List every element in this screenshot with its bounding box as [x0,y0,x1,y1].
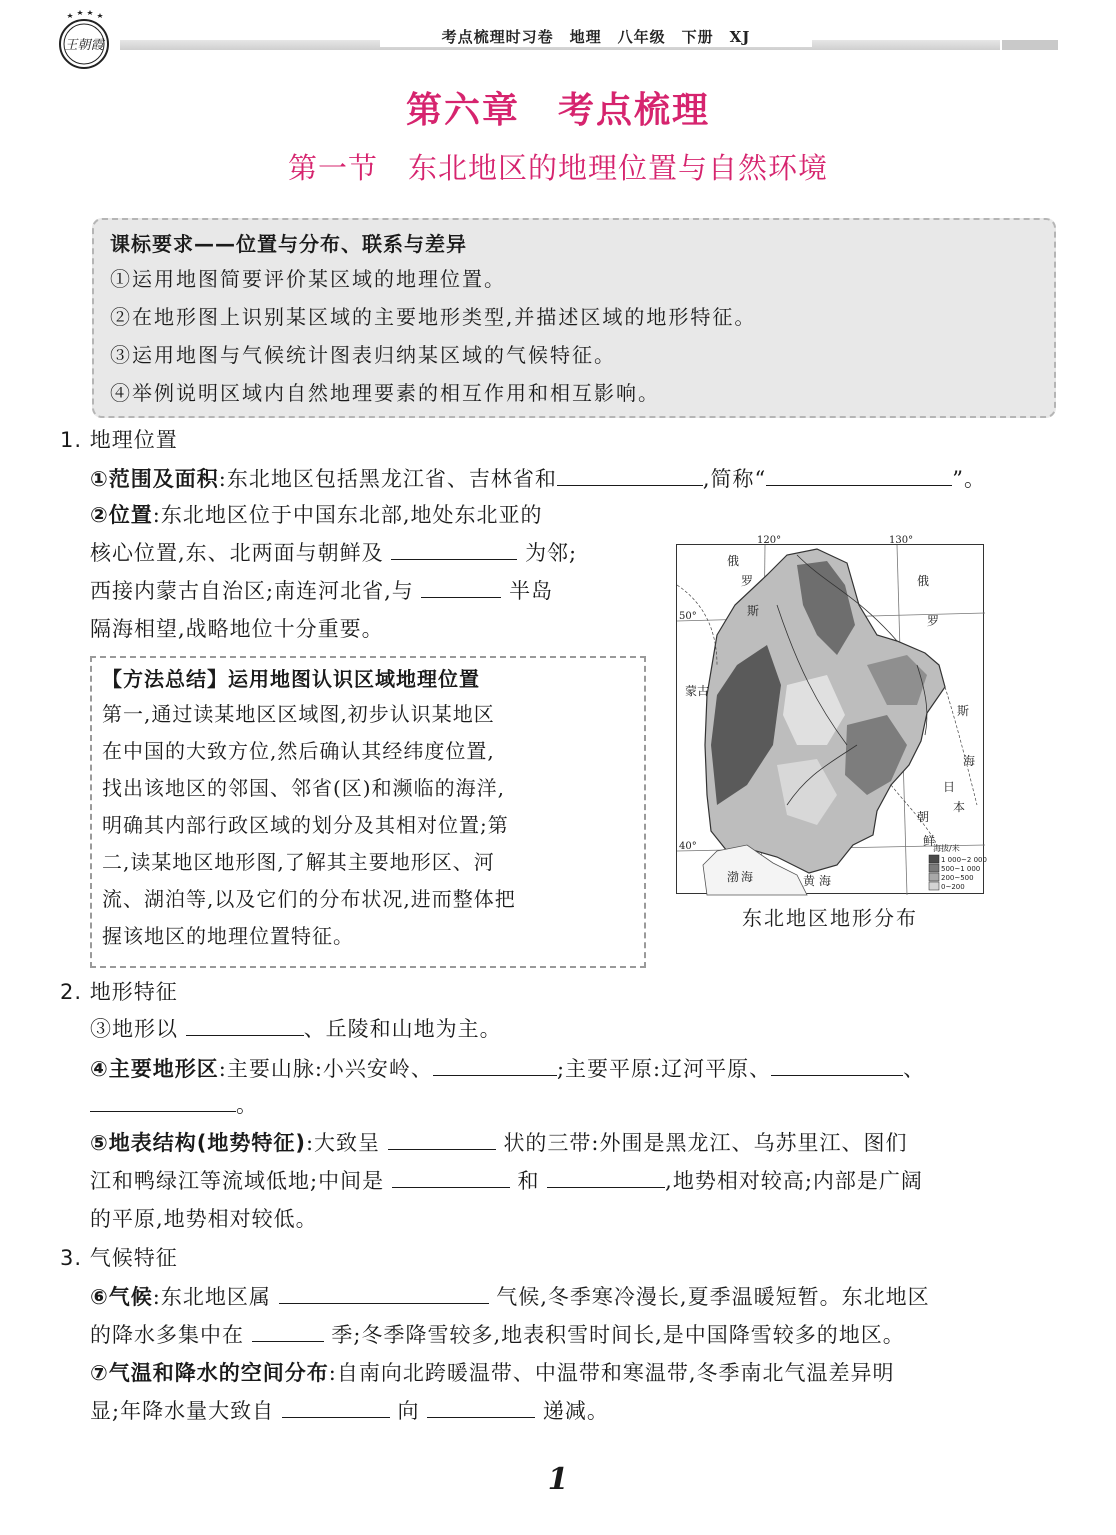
question-line: 隔海相望,战略地位十分重要。 [90,617,384,641]
legend-swatch [929,864,939,872]
item-text: :东北地区包括黑龙江省、吉林省和 [218,467,557,491]
question-line [90,498,543,532]
map-region-label: 渤 [727,870,740,884]
map-region-label: 斯 [747,604,760,618]
answer-blank[interactable] [279,1281,489,1304]
map-region-label: 罗 [927,614,940,628]
question-line [90,1356,895,1390]
legend-label: 200~500 [941,874,974,882]
svg-text:王朝霞: 王朝霞 [64,38,104,53]
answer-blank[interactable] [433,1053,557,1076]
answer-blank[interactable] [557,463,703,486]
section-heading-terrain: 2. 地形特征 [60,980,178,1004]
header-title: 考点梳理时习卷 地理 八年级 下册 XJ [380,26,812,47]
legend-title: 海拔/米 [933,844,960,853]
question-line [90,462,986,496]
publisher-logo [46,8,124,72]
item-text: 核心位置,东、北两面与朝鲜及 [90,541,384,565]
item-text: ;主要平原:辽河平原、 [556,1057,772,1081]
page-header [0,0,1116,80]
map-region-label: 蒙古 [685,684,710,698]
item-text: 递减。 [542,1399,609,1423]
item-text: :大致呈 [305,1131,381,1155]
map-region-label: 本 [953,800,966,814]
standard-item: ①运用地图简要评价某区域的地理位置。 [110,267,506,291]
question-line [90,1052,925,1086]
item-text: 、 [903,1057,926,1081]
standard-item: ③运用地图与气候统计图表归纳某区域的气候特征。 [110,343,616,367]
answer-blank[interactable] [771,1053,903,1076]
item-text: 江和鸭绿江等流域低地;中间是 [90,1169,385,1193]
lon-label: 130° [889,535,914,546]
section-heading-climate: 3. 气候特征 [60,1246,178,1270]
answer-blank[interactable] [421,575,501,598]
item-label: ④主要地形区 [90,1057,219,1081]
item-label: ⑤地表结构(地势特征) [90,1131,306,1155]
lon-label: 120° [757,535,782,546]
question-line: 的平原,地势相对较低。 [90,1207,318,1231]
item-label: ⑦气温和降水的空间分布 [90,1361,329,1385]
item-text: 显;年降水量大致自 [90,1399,275,1423]
map-region-label: 海 [741,870,754,884]
standards-title: 课标要求——位置与分布、联系与差异 [110,232,467,256]
item-text: ,简称“ [702,467,767,491]
question-line [90,536,577,570]
method-line: 握该地区的地理位置特征。 [102,924,354,948]
answer-blank[interactable] [391,537,517,560]
map-region-label: 朝 [917,810,930,824]
header-rule-right [1002,40,1058,50]
map-region-label: 海 [963,754,976,768]
map-region-label: 海 [819,874,832,888]
question-line [90,1164,923,1198]
question-line [90,1280,930,1314]
item-label: ⑥气候 [90,1285,153,1309]
answer-blank[interactable] [186,1013,304,1036]
answer-blank[interactable] [392,1165,510,1188]
method-summary-box [90,656,646,968]
item-text: 、丘陵和山地为主。 [303,1017,502,1041]
item-text: :主要山脉:小兴安岭、 [218,1057,433,1081]
terrain-map [676,535,987,894]
method-line: 在中国的大致方位,然后确认其经纬度位置, [102,739,495,763]
method-line: 第一,通过读某地区区域图,初步认识某地区 [102,702,495,726]
item-text: 。 [236,1093,258,1117]
chapter-title: 第六章 考点梳理 [405,90,710,131]
answer-blank[interactable] [252,1319,324,1342]
answer-blank[interactable] [766,463,952,486]
map-region-label: 俄 [917,574,930,588]
answer-blank[interactable] [388,1127,496,1150]
item-label: ①范围及面积 [90,467,219,491]
method-title: 【方法总结】运用地图认识区域地理位置 [102,667,480,691]
method-line: 流、湖泊等,以及它们的分布状况,进而整体把 [102,887,516,911]
map-region-label: 日 [943,780,956,794]
item-text: ”。 [952,467,987,491]
legend-swatch [929,882,939,890]
question-line [90,1318,905,1352]
map-region-label: 斯 [957,704,970,718]
map-caption: 东北地区地形分布 [742,906,918,930]
curriculum-standards-box [92,218,1056,418]
answer-blank[interactable] [282,1395,390,1418]
question-line [90,1088,258,1122]
legend-swatch [929,873,939,881]
item-text: :自南向北跨暖温带、中温带和寒温带,冬季南北气温差异明 [328,1361,895,1385]
item-text: :东北地区位于中国东北部,地处东北亚的 [152,503,543,527]
method-line: 二,读某地区地形图,了解其主要地形区、河 [102,850,495,874]
map-region-label: 鲜 [923,834,936,848]
item-text: ③地形以 [90,1017,178,1041]
answer-blank[interactable] [547,1165,665,1188]
lat-label: 50° [679,611,697,622]
section-heading-location: 1. 地理位置 [60,428,178,452]
item-text: 气候,冬季寒冷漫长,夏季温暖短暂。东北地区 [496,1285,930,1309]
item-text: 西接内蒙古自治区;南连河北省,与 [90,579,414,603]
question-line [90,1394,609,1428]
answer-blank[interactable] [90,1089,236,1112]
map-region-label: 俄 [727,554,740,568]
item-text: 为邻; [525,541,578,565]
item-text: :东北地区属 [152,1285,271,1309]
section-title: 第一节 东北地区的地理位置与自然环境 [287,151,828,185]
method-line: 明确其内部行政区域的划分及其相对位置;第 [102,813,509,837]
method-line: 找出该地区的邻国、邻省(区)和濒临的海洋, [102,776,505,800]
item-text: 状的三带:外围是黑龙江、乌苏里江、图们 [503,1131,908,1155]
legend-label: 1 000~2 000 [941,856,987,864]
terrain-map-svg [677,535,987,895]
question-line [90,574,553,608]
item-text: ,地势相对较高;内部是广阔 [665,1169,923,1193]
legend-swatch [929,855,939,863]
answer-blank[interactable] [427,1395,535,1418]
legend-label: 0~200 [941,883,965,891]
lat-label: 40° [679,841,697,852]
question-line [90,1012,502,1046]
item-text: 和 [517,1169,540,1193]
item-text: 的降水多集中在 [90,1323,244,1347]
standard-item: ②在地形图上识别某区域的主要地形类型,并描述区域的地形特征。 [110,305,757,329]
question-line [90,1126,908,1160]
item-text: 季;冬季降雪较多,地表积雪时间长,是中国降雪较多的地区。 [331,1323,905,1347]
map-legend [929,843,987,891]
item-text: 向 [397,1399,420,1423]
page-number: 1 [547,1462,569,1497]
item-label: ②位置 [90,503,153,527]
legend-label: 500~1 000 [941,865,981,873]
item-text: 半岛 [509,579,554,603]
standard-item: ④举例说明区域内自然地理要素的相互作用和相互影响。 [110,381,660,405]
map-region-label: 黄 [803,874,816,888]
map-region-label: 罗 [741,574,754,588]
